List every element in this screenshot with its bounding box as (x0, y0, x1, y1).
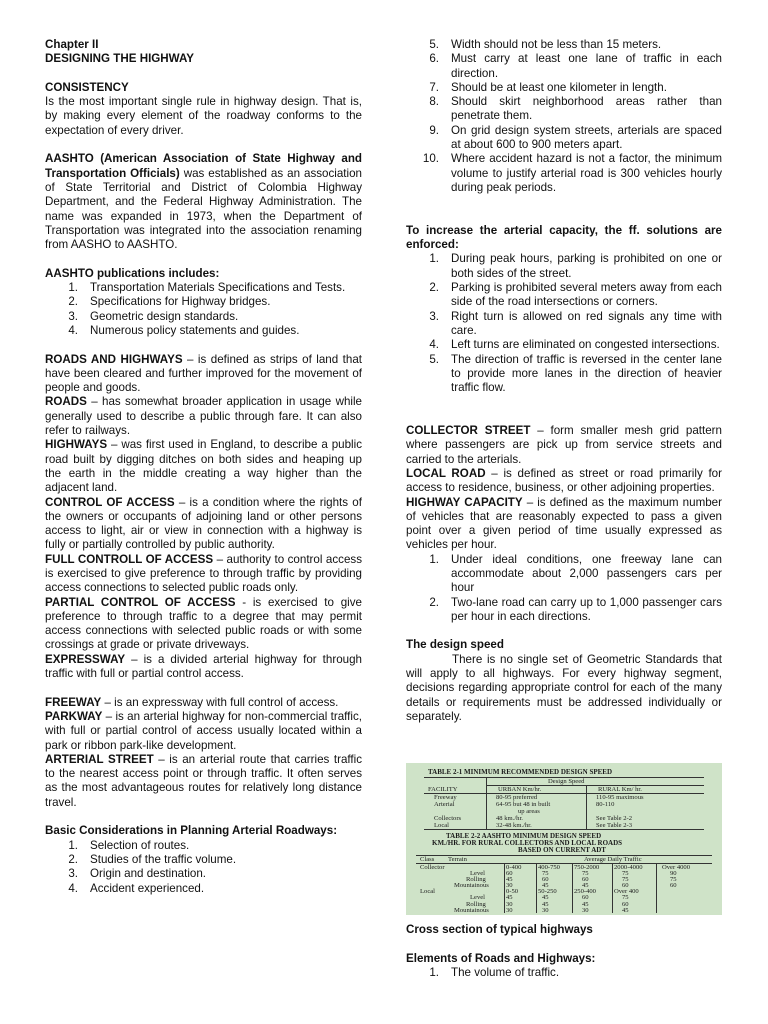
aashto-term: AASHTO (American Association of State Highway and Transportation Officials) (45, 152, 362, 180)
table-2-2-rows (406, 864, 722, 913)
table-2-1-subheader: Design Speed (548, 778, 585, 785)
elements-list (406, 966, 722, 980)
list-item: 4. Left turns are eliminated on congested intersections. (429, 338, 720, 352)
table-row: Rolling 30 45 45 60 (466, 900, 629, 908)
list-item: 2. Two-lane road can carry up to 1,000 passenger cars per hour in each directions. (429, 595, 722, 623)
list-item: 7. Should be at least one kilometer in length. (429, 80, 667, 94)
list-item: 1. Under ideal conditions, one freeway lane can accommodate about 2,000 passengers cars per hour (429, 552, 722, 595)
table-row: Collector 0-400 400-750 750-2000 2000-4000 Over 4000 (420, 864, 691, 871)
definition: HIGHWAY CAPACITY – is defined as the maximum number of vehicles that are reasonably expected to pass a given point over a given period of time usually expressed as vehicles per hour. (406, 495, 722, 552)
list-item: 6. Must carry at least one lane of traffic in each direction. (429, 52, 722, 80)
table-header: Terrain (448, 856, 467, 863)
table-header: URBAN Km/hr. (498, 786, 542, 793)
table-row: Local 0-50 50-250 250-400 Over 400 (420, 888, 639, 896)
list-item: 5. Width should not be less than 15 meters. (429, 38, 662, 51)
chapter-title: DESIGNING THE HIGHWAY (45, 52, 195, 66)
table-row: Level 60 75 75 75 90 (470, 870, 677, 878)
table-2-2-subtitle: BASED ON CURRENT ADT (518, 846, 606, 854)
table-row: Freeway 80-95 preferred 110-95 maximous (434, 794, 644, 801)
definition: FREEWAY – is an expressway with full control of access. (45, 695, 339, 709)
definition: COLLECTOR STREET – form smaller mesh grid pattern where passengers are pick up from service streets and carried to the arterials. (406, 424, 722, 466)
table-row: up areas (518, 808, 540, 815)
list-item: 1. The volume of traffic. (429, 965, 560, 979)
definition: ROADS – has somewhat broader application in usage while generally used to describe a public through fare. It can also refer to railways. (45, 395, 362, 438)
definition: CONTROL OF ACCESS – is a condition where the rights of the owners or occupants of adjoining land or other persons access to light, air or view in connection with a highway is fully or partially controlled by public authority. (45, 495, 362, 552)
table-row: Collectors 48 km./hr. See Table 2-2 (434, 815, 633, 822)
design-speed-text: There is no single set of Geometric Standards that will apply to all highways. For every highway segment, decisions regarding appropriate control for each of the many details or requirements must be addressed individually or separately. (406, 652, 722, 723)
aashto-paragraph (45, 152, 362, 252)
table-row: Mountainous 30 30 30 45 (454, 906, 629, 914)
definition: ROADS AND HIGHWAYS – is defined as strips of land that have been cleared and further improved for the movement of people and goods. (45, 352, 362, 395)
list-item: 2. Studies of the traffic volume. (68, 852, 237, 866)
list-item: 4. Numerous policy statements and guides. (68, 323, 300, 337)
definition: PARTIAL CONTROL OF ACCESS - is exercised to give preference to through traffic to a degree that may permit access connections with selected public roads or with some crossings at grade or private driveways. (45, 595, 362, 652)
basic-considerations-list (45, 839, 362, 896)
definition: FULL CONTROLL OF ACCESS – authority to control access is exercised to give preference to through traffic by providing access connections to selected public roads only. (45, 552, 363, 595)
list-item: 9. On grid design system streets, arterials are spaced at about 600 to 900 meters apart. (429, 123, 722, 152)
publications-heading: AASHTO publications includes: (45, 266, 220, 280)
right-column (406, 38, 722, 724)
highway-capacity-list (406, 553, 722, 624)
design-speed-heading: The design speed (406, 638, 504, 652)
table-2-2-title: TABLE 2-2 AASHTO MINIMUM DESIGN SPEED (446, 832, 602, 840)
chapter-label: Chapter II (45, 38, 99, 51)
capacity-list (406, 252, 722, 395)
table-header: RURAL Km/ hr. (598, 786, 642, 793)
list-item: 1. Transportation Materials Specifications and Tests. (68, 281, 346, 295)
table-2-1-rows (406, 794, 722, 829)
list-item: 5. The direction of traffic is reversed in the center lane to provide more lanes in the direction of heavier traffic flow. (429, 352, 722, 395)
table-2-1-title: TABLE 2-1 MINIMUM RECOMMENDED DESIGN SPEED (428, 768, 613, 776)
elements-heading: Elements of Roads and Highways: (406, 951, 596, 965)
cross-section-heading: Cross section of typical highways (406, 923, 593, 936)
table-row: Mountainous 30 45 45 60 60 (454, 882, 677, 890)
consistency-heading: CONSISTENCY (45, 80, 129, 94)
list-item: 3. Origin and destination. (68, 867, 207, 881)
list-item: 10. Where accident hazard is not a factor, the minimum volume to justify arterial road is 300 vehicles hourly during peak periods. (422, 152, 722, 194)
publications-list (45, 281, 362, 338)
definition: PARKWAY – is an arterial highway for non-commercial traffic, with full or partial control of access usually located within a park or ribbon park-like development. (45, 709, 362, 752)
definition: ARTERIAL STREET – is an arterial route that carries traffic to the nearest access point or through traffic. It often serves as the most advantageous routes for relatively long distance travel. (45, 752, 363, 809)
table-header: FACILITY (428, 786, 458, 793)
table-row: Local 32-48 km./hr. See Table 2-3 (434, 822, 633, 829)
definition: LOCAL ROAD – is defined as street or road primarily for access to residence, business, or other adjoining properties. (406, 466, 722, 495)
aashto-text: was established as an association of State Territorial and District of Colombia Highway Department, and the Federal Highway Administration. The name was expanded in 1973, when the Department of Transportation was integrated into the association renaming from AASHO to AASHTO. (45, 166, 362, 252)
table-row: Level 45 45 60 75 (470, 894, 629, 902)
table-header: Average Daily Traffic (584, 856, 642, 863)
list-item: 2. Specifications for Highway bridges. (68, 295, 271, 309)
table-2-2-subtitle: KM./HR. FOR RURAL COLLECTORS AND LOCAL ROADS (432, 839, 623, 847)
basic-considerations-heading: Basic Considerations in Planning Arterial Roadways: (45, 824, 338, 838)
list-item: 1. During peak hours, parking is prohibited on one or both sides of the street. (429, 252, 722, 280)
list-item: 3. Right turn is allowed on red signals any time with care. (429, 309, 722, 337)
right-column-bottom (406, 923, 722, 980)
capacity-heading: To increase the arterial capacity, the ff. solutions are enforced: (406, 223, 722, 252)
list-item: 8. Should skirt neighborhood areas rather than penetrate them. (429, 95, 722, 123)
definition: HIGHWAYS – was first used in England, to describe a public road built by digging ditches on both sides and heaping up the earth in the middle creating a way higher than the adjacent land. (45, 438, 362, 495)
table-row: Arterial 64-95 but 48 in built 80-110 (434, 801, 615, 808)
design-speed-tables-image (406, 763, 722, 915)
basic-considerations-list-cont (406, 38, 722, 195)
consistency-text: Is the most important single rule in highway design. That is, by making every element of the roadway conforms to the expectation of every driver. (45, 95, 362, 137)
list-item: 4. Accident experienced. (68, 881, 205, 895)
left-column (45, 38, 362, 896)
definition: EXPRESSWAY – is a divided arterial highway for through traffic with full or partial control access. (45, 652, 362, 681)
table-row: Rolling 45 60 60 75 75 (466, 876, 677, 884)
list-item: 3. Geometric design standards. (68, 309, 239, 323)
list-item: 1. Selection of routes. (68, 838, 190, 852)
list-item: 2. Parking is prohibited several meters away from each side of the road intersections or corners. (429, 281, 722, 309)
table-header: Class (420, 856, 435, 863)
